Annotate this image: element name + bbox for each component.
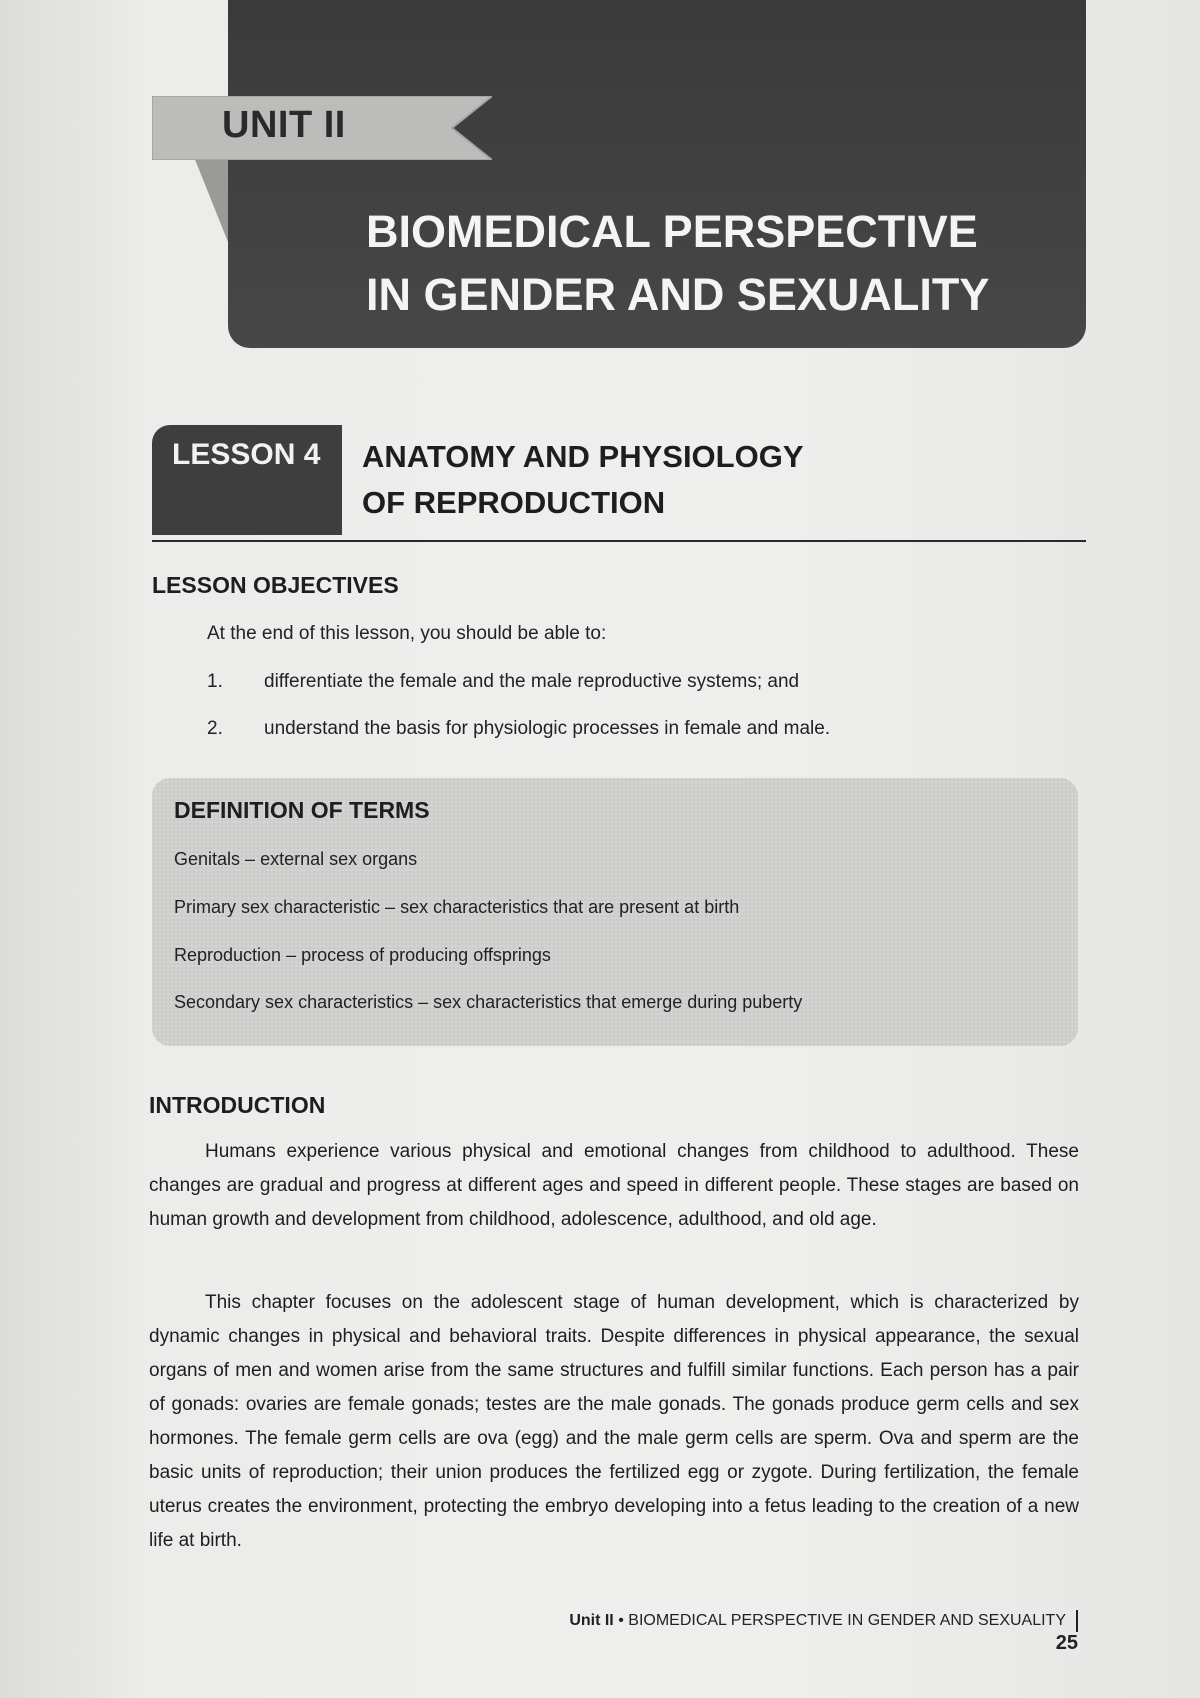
- objectives-intro: At the end of this lesson, you should be able to:: [207, 623, 607, 644]
- definition-term: Primary sex characteristic: [174, 897, 381, 917]
- lesson-title: [362, 434, 962, 526]
- definition-term: Secondary sex characteristics: [174, 992, 414, 1012]
- objective-item-1: [207, 671, 799, 693]
- unit-title-line-1: BIOMEDICAL PERSPECTIVE: [366, 206, 978, 257]
- intro-paragraph-2: This chapter focuses on the adolescent stage of human development, which is characterized by dynamic changes in physical and behavioral traits. Despite differences in physical appearance, the sexual organs of men and women arise from the same structures and fulfill similar functions. Each person has a pair of gonads: ovaries are female gonads; testes are the male gonads. The gonads produce germ cells and sex hormones. The female germ cells are ova (egg) and the male germ cells are sperm. Ova and sperm are the basic units of reproduction; their union produces the fertilized egg or zygote. During fertilization, the female uterus creates the environment, protecting the embryo developing into a fetus leading to the creation of a new life at birth.: [149, 1292, 1079, 1551]
- lesson-label: LESSON 4: [172, 438, 321, 471]
- definition-row-genitals: [174, 849, 417, 870]
- definition-term: Reproduction: [174, 945, 282, 965]
- objective-text: understand the basis for physiologic processes in female and male.: [264, 718, 831, 739]
- definitions-heading: DEFINITION OF TERMS: [174, 797, 430, 823]
- footer-separator: [1076, 1610, 1078, 1632]
- objective-number: 2.: [207, 718, 223, 739]
- definition-row-reproduction: [174, 945, 551, 966]
- intro-paragraph-1: Humans experience various physical and emotional changes from childhood to adulthood. These changes are gradual and progress at different ages and speed in different people. These stages are based on human growth and development from childhood, adolescence, adulthood, and old age.: [149, 1141, 1079, 1230]
- unit-title-line-2: IN GENDER AND SEXUALITY: [366, 269, 990, 320]
- definition-text: external sex organs: [260, 849, 418, 869]
- definition-row-primary-sex: [174, 897, 739, 918]
- objectives-heading: LESSON OBJECTIVES: [152, 572, 399, 598]
- definition-separator: –: [413, 992, 434, 1012]
- unit-title: [366, 200, 1066, 326]
- definition-text: process of producing offsprings: [301, 945, 551, 965]
- definition-separator: –: [281, 945, 302, 965]
- page-number: 25: [1055, 1632, 1078, 1654]
- objective-number: 1.: [207, 671, 223, 692]
- definition-row-secondary-sex: [174, 992, 802, 1013]
- definition-separator: –: [380, 897, 401, 917]
- footer-unit: Unit II: [569, 1612, 614, 1630]
- footer-title: BIOMEDICAL PERSPECTIVE IN GENDER AND SEXUALITY: [628, 1612, 1066, 1630]
- lesson-title-line-1: ANATOMY AND PHYSIOLOGY: [362, 439, 804, 474]
- lesson-divider: [152, 540, 1086, 542]
- page-footer: [548, 1610, 1078, 1655]
- definition-separator: –: [240, 849, 261, 869]
- introduction-heading: INTRODUCTION: [149, 1092, 326, 1118]
- definition-text: sex characteristics that emerge during puberty: [433, 992, 803, 1012]
- unit-label: UNIT II: [222, 104, 346, 146]
- footer-bullet: •: [618, 1612, 624, 1630]
- objective-text: differentiate the female and the male reproductive systems; and: [264, 671, 800, 692]
- definition-term: Genitals: [174, 849, 241, 869]
- definition-text: sex characteristics that are present at birth: [400, 897, 740, 917]
- lesson-title-line-2: OF REPRODUCTION: [362, 485, 666, 520]
- objective-item-2: [207, 718, 830, 740]
